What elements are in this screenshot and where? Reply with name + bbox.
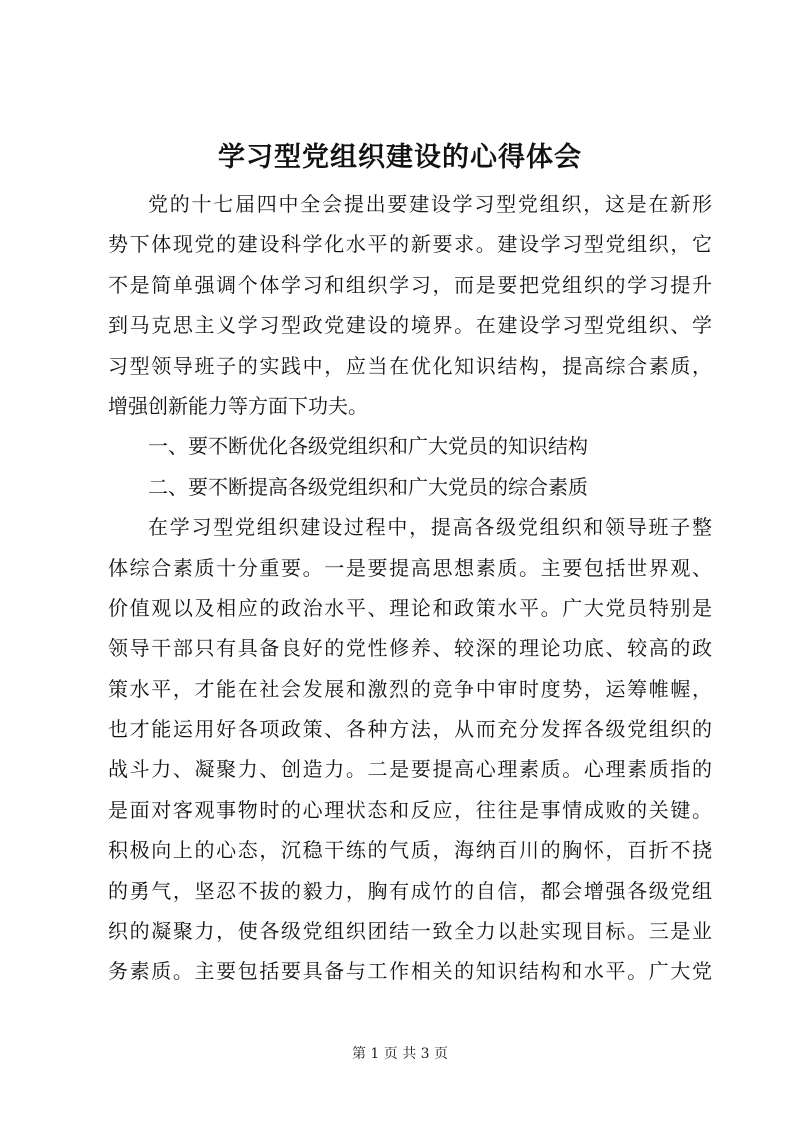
paragraph-line: 党的十七届四中全会提出要建设学习型党组织，这是在新形: [148, 192, 712, 216]
paragraph-line: 体综合素质十分重要。一是要提高思想素质。主要包括世界观、: [108, 555, 712, 580]
paragraph-line: 的勇气，坚忍不拔的毅力，胸有成竹的自信，都会增强各级党组: [108, 878, 712, 903]
paragraph-line: 价值观以及相应的政治水平、理论和政策水平。广大党员特别是: [108, 595, 712, 620]
paragraph-line: 习型领导班子的实践中，应当在优化知识结构，提高综合素质，: [108, 353, 712, 378]
paragraph-line: 在学习型党组织建设过程中，提高各级党组织和领导班子整: [148, 515, 712, 540]
paragraph-line: 织的凝聚力，使各级党组织团结一致全力以赴实现目标。三是业: [108, 919, 712, 944]
page-title: 学习型党组织建设的心得体会: [218, 142, 582, 173]
section-heading: 一、要不断优化各级党组织和广大党员的知识结构: [148, 434, 588, 459]
paragraph-line: 势下体现党的建设科学化水平的新要求。建设学习型党组织，它: [108, 232, 712, 257]
page-number-footer: 第 1 页 共 3 页: [351, 1046, 449, 1062]
paragraph-line: 积极向上的心态，沉稳干练的气质，海纳百川的胸怀，百折不挠: [108, 838, 712, 863]
paragraph-line: 不是简单强调个体学习和组织学习，而是要把党组织的学习提升: [108, 272, 712, 297]
paragraph-line: 务素质。主要包括要具备与工作相关的知识结构和水平。广大党: [108, 959, 712, 984]
section-heading: 二、要不断提高各级党组织和广大党员的综合素质: [148, 474, 588, 499]
document-body: [108, 184, 712, 992]
paragraph-line: 到马克思主义学习型政党建设的境界。在建设学习型党组织、学: [108, 313, 712, 338]
paragraph-line: 也才能运用好各项政策、各种方法，从而充分发挥各级党组织的: [108, 717, 712, 742]
paragraph-line: 增强创新能力等方面下功夫。: [108, 393, 368, 418]
paragraph-line: 战斗力、凝聚力、创造力。二是要提高心理素质。心理素质指的: [108, 757, 712, 782]
paragraph-line: 是面对客观事物时的心理状态和反应，往往是事情成败的关键。: [108, 797, 712, 822]
paragraph-line: 领导干部只有具备良好的党性修养、较深的理论功底、较高的政: [108, 636, 712, 661]
paragraph-line: 策水平，才能在社会发展和激烈的竞争中审时度势，运筹帷幄，: [108, 676, 712, 701]
